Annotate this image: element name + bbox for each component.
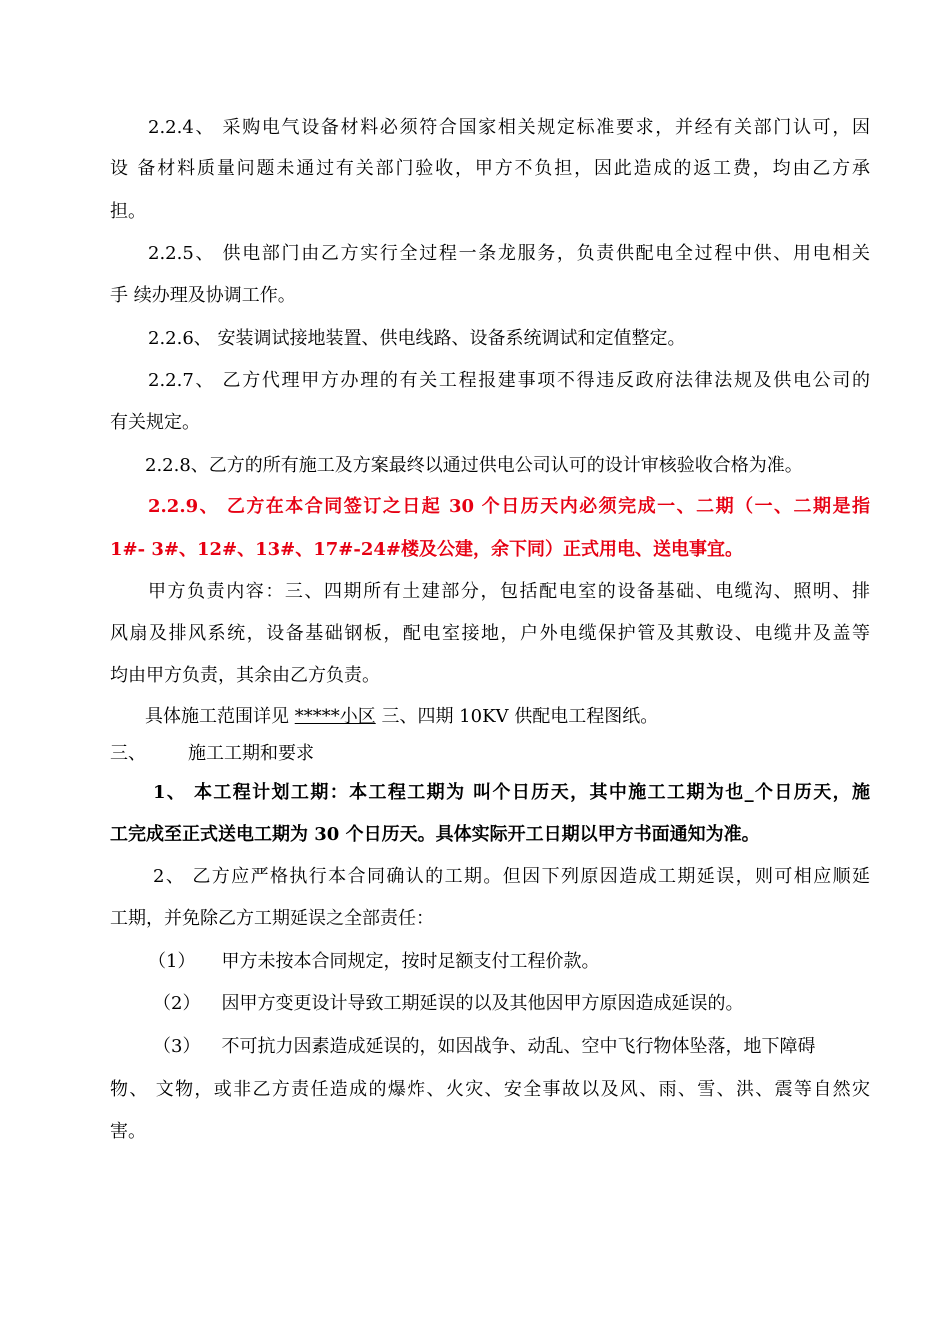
clause-2-2-4-line-2: 设 备材料质量问题未通过有关部门验收，甲方不负担，因此造成的返工费，均由乙方承 xyxy=(110,158,870,179)
sub-item-3-line-3: 害。 xyxy=(110,1121,146,1142)
scope-prefix: 具体施工范围详见 xyxy=(145,706,295,727)
item-2-line-2: 工期，并免除乙方工期延误之全部责任： xyxy=(110,908,434,929)
clause-2-2-5-line-2: 手 续办理及协调工作。 xyxy=(110,285,296,306)
sub-item-3-line-1 xyxy=(153,1035,870,1059)
party-a-line-2: 风扇及排风系统，设备基础钢板，配电室接地，户外电缆保护管及其敷设、电缆井及盖等 xyxy=(110,623,870,644)
party-a-line-3: 均由甲方负责，其余由乙方负责。 xyxy=(110,665,380,686)
clause-2-2-4-line-3: 担。 xyxy=(110,201,146,222)
scope-line xyxy=(145,705,905,729)
sub-item-1-number: （1） xyxy=(148,951,196,972)
item-1-line-2: 工完成至正式送电工期为 30 个日历天。具体实际开工日期以甲方书面通知为准。 xyxy=(110,824,760,845)
clause-2-2-4-line-1: 2.2.4、 采购电气设备材料必须符合国家相关规定标准要求，并经有关部门认可，因 xyxy=(148,117,870,138)
sub-item-3-number: （3） xyxy=(153,1036,201,1057)
sub-item-3-line-2: 物、 文物，或非乙方责任造成的爆炸、火灾、安全事故以及风、雨、雪、洪、震等自然灾 xyxy=(110,1079,870,1100)
item-2-line-1: 2、 乙方应严格执行本合同确认的工期。但因下列原因造成工期延误，则可相应顺延 xyxy=(153,866,870,887)
sub-item-1 xyxy=(148,950,908,974)
sub-item-2 xyxy=(153,992,913,1016)
sub-item-1-text: 甲方未按本合同规定，按时足额支付工程价款。 xyxy=(221,951,600,972)
clause-2-2-5-line-1: 2.2.5、 供电部门由乙方实行全过程一条龙服务，负责供配电全过程中供、用电相关 xyxy=(148,243,870,264)
section-3-number: 三、 xyxy=(110,743,146,764)
clause-2-2-6-line-1: 2.2.6、 安装调试接地装置、供电线路、设备系统调试和定值整定。 xyxy=(148,328,686,349)
scope-suffix: 三、四期 10KV 供配电工程图纸。 xyxy=(375,706,659,727)
clause-2-2-7-line-2: 有关规定。 xyxy=(110,412,200,433)
sub-item-2-text: 因甲方变更设计导致工期延误的以及其他因甲方原因造成延误的。 xyxy=(221,993,744,1014)
sub-item-2-number: （2） xyxy=(153,993,201,1014)
clause-2-2-9-line-2: 1#- 3#、12#、13#、17#-24#楼及公建，余下同）正式用电、送电事宜。 xyxy=(110,539,743,560)
scope-community-name: *****小区 xyxy=(294,706,376,727)
section-3-heading xyxy=(110,742,870,766)
sub-item-3-text: 不可抗力因素造成延误的，如因战争、动乱、空中飞行物体坠落，地下障碍 xyxy=(221,1036,816,1057)
item-1-line-1: 1、 本工程计划工期：本工程工期为 叫个日历天，其中施工工期为也_个日历天，施 xyxy=(153,782,870,803)
clause-2-2-7-line-1: 2.2.7、 乙方代理甲方办理的有关工程报建事项不得违反政府法律法规及供电公司的 xyxy=(148,370,870,391)
clause-2-2-8-line-1: 2.2.8、乙方的所有施工及方案最终以通过供电公司认可的设计审核验收合格为准。 xyxy=(145,455,803,476)
party-a-line-1: 甲方负责内容：三、四期所有土建部分，包括配电室的设备基础、电缆沟、照明、排 xyxy=(148,581,870,602)
section-3-title: 施工工期和要求 xyxy=(188,743,314,764)
clause-2-2-9-line-1: 2.2.9、 乙方在本合同签订之日起 30 个日历天内必须完成一、二期（一、二期是指 xyxy=(148,496,870,517)
